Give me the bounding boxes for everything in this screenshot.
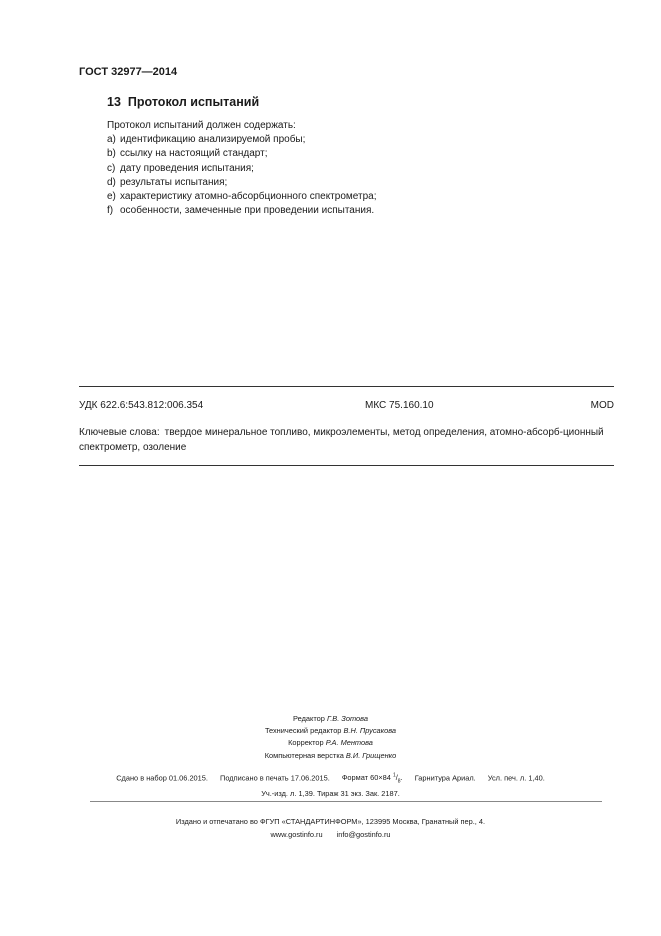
list-text: характеристику атомно-абсорбционного спектрометра; bbox=[120, 191, 377, 203]
keywords-text: твердое минеральное топливо, микроэлементы, метод определения, атомно-абсорб-ционный спектрометр, озоление bbox=[79, 427, 604, 453]
publication-line-2 bbox=[0, 788, 661, 800]
list-item bbox=[107, 162, 376, 176]
credit-role: Компьютерная верстка bbox=[264, 750, 344, 760]
keywords-label: Ключевые слова: bbox=[79, 427, 160, 438]
list-letter: d) bbox=[107, 176, 116, 188]
list-text: дату проведения испытания; bbox=[120, 162, 254, 174]
imprint-divider bbox=[90, 801, 602, 802]
list-item bbox=[107, 204, 376, 218]
print-sheets: Усл. печ. л. 1,40. bbox=[487, 773, 545, 783]
list-text: идентификацию анализируемой пробы; bbox=[120, 134, 306, 146]
list-item bbox=[107, 133, 376, 147]
list-letter: e) bbox=[107, 191, 116, 203]
section-number: 13 bbox=[107, 95, 121, 109]
email-link[interactable]: info@gostinfo.ru bbox=[336, 829, 391, 839]
pub-sheets: Уч.-изд. л. 1,39. bbox=[261, 788, 315, 798]
credit-role: Технический редактор bbox=[264, 726, 342, 736]
credit-role: Корректор bbox=[288, 738, 324, 748]
order-number: Зак. 2187. bbox=[365, 788, 400, 798]
credit-layout bbox=[0, 750, 661, 762]
list-letter: c) bbox=[107, 162, 116, 174]
mod-marker: MOD bbox=[590, 400, 614, 411]
section-body bbox=[107, 119, 376, 218]
typeface: Гарнитура Ариал. bbox=[414, 773, 476, 783]
list-text: результаты испытания; bbox=[120, 176, 228, 188]
publisher-footer bbox=[0, 816, 661, 841]
top-divider bbox=[79, 386, 614, 387]
section-title: Протокол испытаний bbox=[127, 95, 260, 109]
credit-corrector bbox=[0, 737, 661, 749]
credit-name: В.Н. Прусакова bbox=[343, 726, 397, 736]
udk-code: УДК 622.6:543.812:006.354 bbox=[79, 400, 204, 411]
credit-tech-editor bbox=[0, 725, 661, 737]
credit-editor bbox=[0, 713, 661, 725]
list-item bbox=[107, 147, 376, 161]
credit-name: В.И. Грищенко bbox=[345, 750, 397, 760]
section-heading bbox=[107, 95, 259, 109]
list-letter: f) bbox=[107, 205, 114, 217]
list-text: особенности, замеченные при проведении испытания. bbox=[120, 205, 375, 217]
standard-header: ГОСТ 32977—2014 bbox=[79, 66, 178, 78]
mks-code: МКС 75.160.10 bbox=[365, 400, 434, 411]
publisher-address: Издано и отпечатано во ФГУП «СТАНДАРТИНФОРМ», 123995 Москва, Гранатный пер., 4. bbox=[175, 817, 486, 826]
list-item bbox=[107, 176, 376, 190]
list-text: ссылку на настоящий стандарт; bbox=[120, 148, 268, 160]
signed-date: Подписано в печать 17.06.2015. bbox=[220, 773, 330, 783]
list-letter: a) bbox=[107, 134, 116, 146]
credit-name: Г.В. Зотова bbox=[326, 714, 368, 723]
list-letter: b) bbox=[107, 148, 116, 160]
keywords bbox=[79, 426, 614, 455]
format: Формат 60×84 $^1/_8$. bbox=[341, 773, 403, 785]
imprint-credits bbox=[0, 713, 661, 762]
bottom-divider bbox=[79, 465, 614, 466]
publication-line-1 bbox=[0, 770, 661, 788]
contact-line bbox=[0, 829, 661, 842]
print-run: Тираж 31 экз. bbox=[316, 788, 364, 798]
publication-info bbox=[0, 770, 661, 800]
credit-name: Р.А. Ментова bbox=[325, 738, 373, 748]
credit-role: Редактор bbox=[293, 714, 325, 723]
list-item bbox=[107, 190, 376, 204]
website-link[interactable]: www.gostinfo.ru bbox=[270, 829, 323, 839]
section-intro: Протокол испытаний должен содержать: bbox=[107, 120, 296, 131]
submitted-date: Сдано в набор 01.06.2015. bbox=[116, 773, 208, 783]
